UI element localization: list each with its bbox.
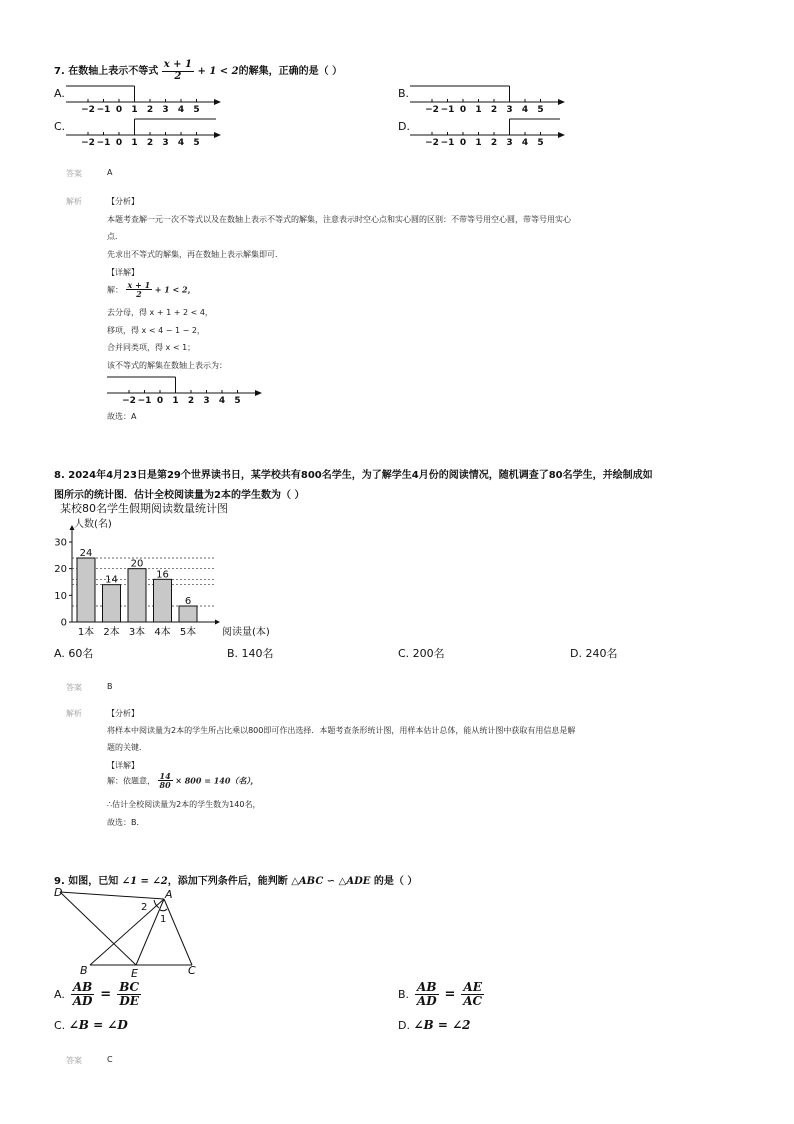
equals-sign: =: [444, 986, 456, 1002]
chart-x-label: 阅读量(本): [222, 627, 270, 638]
axis-tick-label: 3: [203, 396, 210, 405]
x-tick-label: 1本: [77, 627, 95, 638]
bar-data-label: 6: [184, 596, 192, 607]
q7-analysis-l11: 故选：A: [107, 412, 137, 421]
q8-analysis-fraction: [158, 772, 173, 790]
equals-sign: =: [100, 986, 112, 1002]
q9-option-d[interactable]: [398, 1018, 470, 1032]
axis-tick-label: 4: [177, 105, 185, 114]
axis-tick-label: −1: [137, 396, 152, 405]
x-tick-label: 4本: [154, 627, 171, 638]
q9-option-b-frac2: [461, 981, 483, 1007]
segment-da: [60, 892, 164, 899]
q8-analysis-l1: 【分析】: [107, 709, 139, 718]
label-a: A: [165, 888, 173, 901]
q7-numberline-c: [66, 117, 226, 147]
axis-tick-label: 5: [193, 105, 200, 114]
frac-den: AD: [416, 993, 437, 1008]
bar-data-label: 24: [79, 548, 93, 559]
chart-bar: [128, 569, 146, 622]
q7-fraction: [162, 60, 194, 82]
chart-bar: [179, 606, 197, 622]
x-axis-arrow-icon: [215, 620, 220, 625]
q8-analysis-frac-num: 14: [159, 771, 171, 781]
q8-stem-line1: 8. 2024年4月23日是第29个世界读书日，某学校共有800名学生，为了解学生4月份的阅读情况，随机调查了80名学生，并绘制成如: [54, 470, 653, 481]
q9-option-b-letter: B.: [398, 987, 410, 1001]
q9-option-d-letter: D.: [398, 1019, 410, 1032]
q7-answer-label: 答案: [66, 169, 82, 178]
x-tick-label: 3本: [128, 627, 146, 638]
axis-tick-label: −2: [81, 105, 95, 114]
axis-tick-label: 3: [162, 105, 169, 114]
axis-tick-label: 3: [162, 138, 169, 147]
frac-num: BC: [119, 980, 140, 994]
axis-tick-label: 3: [506, 105, 513, 114]
axis-tick-label: −1: [96, 105, 111, 114]
axis-tick-label: 5: [193, 138, 200, 147]
q8-option-d[interactable]: D. 240名: [570, 647, 618, 660]
axis-tick-label: 2: [187, 396, 195, 405]
q7-analysis-l3: 点．: [107, 232, 123, 241]
label-b: B: [80, 964, 88, 977]
axis-tick-label: 0: [115, 105, 123, 114]
q8-analysis-l3: 题的关键．: [107, 743, 147, 752]
q9-answer-label: 答案: [66, 1056, 82, 1065]
chart-bar: [77, 558, 95, 622]
axis-tick-label: 5: [537, 138, 544, 147]
axis-tick-label: 1: [131, 138, 138, 147]
q8-option-b[interactable]: B. 140名: [227, 647, 274, 660]
y-tick-label: 20: [54, 564, 67, 576]
axis-arrow-icon: [255, 390, 262, 396]
chart-y-label: 人数(名): [74, 519, 112, 530]
axis-tick-label: 0: [459, 138, 467, 147]
q9-prefix: 9. 如图，已知: [54, 876, 119, 887]
q9-geometry-figure: [54, 886, 214, 980]
q9-option-b-frac1: [415, 981, 438, 1007]
q9-option-c-text: ∠B = ∠D: [68, 1018, 128, 1032]
axis-tick-label: 4: [521, 105, 529, 114]
axis-arrow-icon: [558, 99, 565, 105]
q7-analysis-l5: 【详解】: [107, 268, 139, 277]
q9-relation: △ABC ∽ △ADE: [291, 876, 371, 887]
q7-numberline-b: [410, 84, 570, 114]
x-tick-label: 5本: [179, 627, 197, 638]
axis-tick-label: 1: [475, 105, 482, 114]
axis-tick-label: 0: [156, 396, 164, 405]
axis-tick-label: −1: [440, 105, 455, 114]
q7-analysis-frac-num: x + 1: [127, 280, 151, 290]
axis-tick-label: −2: [425, 105, 439, 114]
q7-analysis-l10: 该不等式的解集在数轴上表示为：: [107, 361, 227, 370]
segment-de: [60, 892, 136, 965]
axis-tick-label: 1: [131, 105, 138, 114]
q7-analysis-l6: [107, 281, 196, 299]
q9-option-a[interactable]: [54, 981, 141, 1007]
frac-den: AD: [72, 993, 93, 1008]
axis-tick-label: 1: [475, 138, 482, 147]
axis-tick-label: 5: [537, 105, 544, 114]
q8-answer-label: 答案: [66, 683, 82, 692]
q8-analysis-label: 解析: [66, 709, 82, 718]
bar-data-label: 14: [105, 574, 118, 586]
frac-num: AB: [417, 980, 437, 994]
q7-suffix: 的解集，正确的是（ ）: [238, 66, 343, 77]
axis-tick-label: 2: [146, 105, 154, 114]
axis-tick-label: −2: [81, 138, 95, 147]
q9-suffix: 的是（ ）: [373, 876, 418, 887]
y-tick-label: 10: [54, 590, 67, 602]
axis-arrow-icon: [214, 132, 221, 138]
q8-stem-line2: 图所示的统计图．估计全校阅读量为2本的学生数为（ ）: [54, 490, 305, 501]
axis-tick-label: 3: [506, 138, 513, 147]
q8-bar-chart: [52, 500, 282, 642]
segment-ac: [164, 899, 192, 965]
axis-tick-label: −1: [96, 138, 111, 147]
label-angle-2: 2: [141, 902, 148, 913]
axis-tick-label: 1: [172, 396, 179, 405]
label-e: E: [131, 967, 138, 980]
q9-answer: C: [107, 1055, 113, 1064]
axis-arrow-icon: [558, 132, 565, 138]
q7-option-c-letter[interactable]: C.: [54, 120, 66, 133]
label-c: C: [188, 964, 196, 977]
q7-option-d-letter[interactable]: D.: [398, 120, 410, 133]
q9-option-a-frac1: [71, 981, 94, 1007]
axis-tick-label: 4: [218, 396, 226, 405]
q9-option-a-letter: A.: [54, 987, 65, 1001]
q8-analysis-frac-den: 80: [159, 780, 171, 791]
chart-bar: [103, 585, 121, 622]
frac-den: AC: [463, 993, 483, 1008]
bar-data-label: 20: [130, 558, 144, 570]
q7-numberline-a: [66, 84, 226, 114]
q9-option-a-frac2: [117, 981, 141, 1007]
q9-mid: ，添加下列条件后，能判断: [167, 876, 288, 887]
axis-tick-label: 4: [177, 138, 185, 147]
q7-rest: + 1 < 2: [197, 66, 239, 77]
bar-data-label: 16: [156, 569, 169, 581]
q7-analysis-label: 解析: [66, 197, 82, 206]
q8-analysis-l5a: 解：依题意，: [107, 776, 155, 786]
q7-answer: A: [107, 168, 113, 177]
angle-1-arc: [160, 909, 167, 911]
chart-title: 某校80名学生假期阅读数量统计图: [60, 502, 228, 515]
q7-analysis-l6b: + 1 < 2，: [154, 284, 196, 295]
q8-analysis-l6: ∴估计全校阅读量为2本的学生数为140名，: [107, 800, 261, 809]
frac-num: AE: [463, 980, 482, 994]
q9-option-c-letter: C.: [54, 1019, 66, 1032]
axis-tick-label: 0: [459, 105, 467, 114]
axis-tick-label: 2: [490, 138, 498, 147]
axis-arrow-icon: [214, 99, 221, 105]
q7-analysis-l9: 合并同类项，得 x < 1；: [107, 343, 196, 352]
axis-tick-label: 2: [490, 105, 498, 114]
q9-option-b[interactable]: [398, 981, 484, 1007]
q9-option-d-text: ∠B = ∠2: [413, 1018, 471, 1032]
q7-analysis-l6a: 解：: [107, 285, 123, 295]
q8-analysis-l2: 将样本中阅读量为2本的学生所占比乘以800即可作出选择．本题考查条形统计图，用样本估计总体，能从统计图中获取有用信息是解: [107, 726, 576, 735]
q7-frac-num: x + 1: [163, 59, 192, 70]
frac-num: AB: [72, 980, 93, 994]
q7-analysis-l2: 本题考查解一元一次不等式以及在数轴上表示不等式的解集，注意表示时空心点和实心圆的区别：不带等号用空心圆，带等号用实心: [107, 215, 571, 224]
q8-option-c[interactable]: C. 200名: [398, 647, 445, 660]
q7-stem: [54, 60, 342, 82]
y-tick-label: 0: [60, 617, 67, 629]
axis-tick-label: 2: [146, 138, 154, 147]
q7-frac-den: 2: [174, 70, 182, 82]
axis-tick-label: 0: [115, 138, 123, 147]
q7-analysis-l7: 去分母，得 x + 1 + 2 < 4，: [107, 308, 213, 317]
q8-analysis-l5b: × 800 = 140（名），: [175, 775, 259, 786]
q7-analysis-l8: 移项，得 x < 4 − 1 − 2，: [107, 326, 205, 335]
q7-numberline-d: [410, 117, 570, 147]
label-d: D: [54, 886, 63, 899]
q9-option-c[interactable]: [54, 1018, 128, 1032]
q9-stem: [54, 872, 417, 887]
q8-analysis-l4: 【详解】: [107, 761, 139, 770]
axis-tick-label: −2: [425, 138, 439, 147]
q9-condition: ∠1 = ∠2: [121, 876, 168, 887]
label-angle-1: 1: [160, 914, 167, 925]
q7-analysis-frac-den: 2: [136, 289, 142, 300]
x-tick-label: 2本: [103, 627, 120, 638]
chart-bar: [154, 579, 172, 622]
q7-analysis-l4: 先求出不等式的解集，再在数轴上表示解集即可．: [107, 250, 283, 259]
frac-den: DE: [119, 993, 139, 1008]
q8-analysis-l5: [107, 772, 258, 790]
axis-tick-label: 5: [234, 396, 241, 405]
q7-analysis-fraction: [126, 281, 153, 299]
q8-analysis-l7: 故选：B．: [107, 818, 145, 827]
q7-analysis-numberline: [107, 375, 267, 405]
y-tick-label: 30: [54, 537, 67, 549]
q7-prefix: 7. 在数轴上表示不等式: [54, 66, 159, 77]
axis-tick-label: 4: [521, 138, 529, 147]
q8-option-a[interactable]: A. 60名: [54, 647, 94, 660]
axis-tick-label: −2: [122, 396, 136, 405]
q8-answer: B: [107, 682, 113, 691]
q7-analysis-l1: 【分析】: [107, 197, 139, 206]
q7-option-a-letter[interactable]: A.: [54, 87, 65, 100]
q7-option-b-letter[interactable]: B.: [398, 87, 410, 100]
axis-tick-label: −1: [440, 138, 455, 147]
